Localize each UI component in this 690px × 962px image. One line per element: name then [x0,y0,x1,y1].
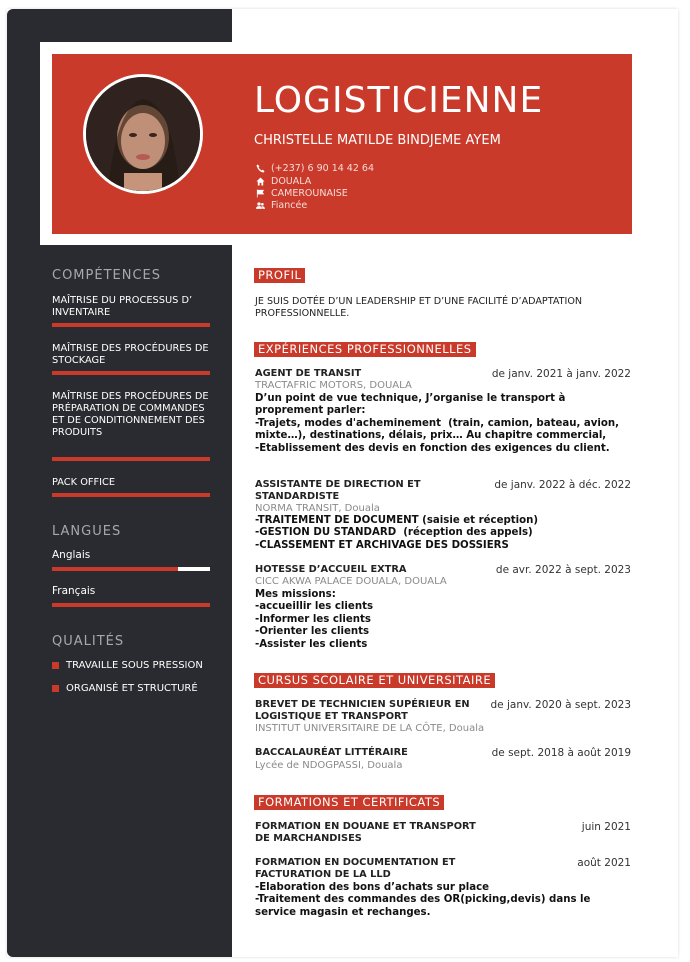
job-description-line: -accueillir les clients [255,601,374,613]
quality-label: TRAVAILLE SOUS PRESSION [66,660,203,671]
skill-label: PACK OFFICE [52,477,116,488]
language-bar [52,603,210,607]
avatar [83,74,203,194]
job-title-entry: AGENT DE TRANSIT [255,368,362,379]
training-title-entry: FORMATION EN DOUANE ET TRANSPORT DE MARCHANDISES [255,821,476,844]
skill-bar-fill [52,457,210,461]
profile-title: PROFIL [254,268,305,283]
flag-icon [256,189,265,198]
full-name: CHRISTELLE MATILDE BINDJEME AYEM [254,133,501,148]
skill-bar-fill [52,323,210,327]
job-date: de avr. 2022 à sept. 2023 [495,564,631,576]
job-description [255,393,631,455]
skill-bar-fill [52,371,210,375]
users-icon [256,201,265,210]
quality-label: ORGANISÉ ET STRUCTURÉ [66,683,198,694]
skill-label: MAÎTRISE DES PROCÉDURES DE STOCKAGE [52,343,209,366]
skill-label: MAÎTRISE DU PROCESSUS D’ INVENTAIRE [52,295,193,318]
job-description [255,515,631,552]
training-description-line: -Traitement des commandes des OR(picking,devis) dans le service magasin et rechanges. [255,894,594,918]
education-date: de janv. 2020 à sept. 2023 [490,699,631,711]
training-date: août 2021 [577,857,631,869]
skill-bar [52,493,210,497]
trainings-title: FORMATIONS ET CERTIFICATS [254,795,444,810]
contact-nationality-text: CAMEROUNAISE [271,188,348,199]
training-date: juin 2021 [581,821,631,833]
skill-bar-fill [52,493,210,497]
skill-bar [52,457,210,461]
bullet-square-icon [52,685,59,692]
training-description-line: -Elaboration des bons d’achats sur place [255,882,490,893]
job-employer: NORMA TRANSIT, Douala [255,503,380,514]
contact-nationality [256,188,348,199]
home-icon [256,177,265,186]
job-description-line: -CLASSEMENT ET ARCHIVAGE DES DOSSIERS [255,539,509,551]
education-school: Lycée de NDOGPASSI, Douala [255,760,403,771]
job-description-line: -Assister les clients [255,638,368,650]
bullet-square-icon [52,662,59,669]
language-label: Anglais [52,549,91,561]
skill-label: MAÎTRISE DES PROCÉDURES DE PRÉPARATION DE COMMANDES ET DE CONDITIONNEMENT DES PRODUITS [52,391,209,438]
job-description-line: -TRAITEMENT DE DOCUMENT (saisie et réception) [255,515,539,526]
job-date: de janv. 2022 à déc. 2022 [494,479,631,491]
language-bar-fill [52,603,210,607]
job-employer: CICC AKWA PALACE DOUALA, DOUALA [255,576,447,587]
language-bar-fill [52,567,178,571]
job-employer: TRACTAFRIC MOTORS, DOUALA [255,380,412,391]
skill-bar [52,371,210,375]
job-description-line: Mes missions: [255,589,336,600]
job-description-line: -Trajets, modes d'acheminement (train, camion, bateau, avion, mixte…), destinations, délais, prix… Au chapitre commercial, [255,417,623,442]
job-description-line: -Etablissement des devis en fonction des exigences du client. [255,442,610,454]
contact-city [256,176,311,187]
job-title-entry: ASSISTANTE DE DIRECTION ET STANDARDISTE [255,479,421,502]
education-title: CURSUS SCOLAIRE ET UNIVERSITAIRE [254,673,495,688]
education-school: INSTITUT UNIVERSITAIRE DE LA CÔTE, Douala [255,723,485,734]
job-description-line: -GESTION DU STANDARD (réception des appels) [255,527,533,539]
job-description-line: D’un point de vue technique, J’organise le transport à proprement parler: [255,393,569,417]
language-label: Français [52,585,96,597]
job-description [255,589,631,651]
language-bar [52,567,210,571]
training-title-entry: FORMATION EN DOCUMENTATION ET FACTURATION DE LA LLD [255,857,456,880]
job-title-entry: HOTESSE D’ACCUEIL EXTRA [255,564,407,575]
quality-item [52,683,198,694]
qualities-heading: QUALITÉS [52,634,125,649]
contact-city-text: DOUALA [271,176,312,187]
job-title: LOGISTICIENNE [254,80,544,121]
contact-status [256,200,307,211]
quality-item [52,660,203,671]
education-date: de sept. 2018 à août 2019 [491,747,631,759]
education-title-entry: BREVET DE TECHNICIEN SUPÉRIEUR EN LOGISTIQUE ET TRANSPORT [255,699,470,722]
phone-icon [256,164,265,173]
experience-title: EXPÉRIENCES PROFESSIONNELLES [254,342,476,357]
skill-bar [52,323,210,327]
training-description [255,882,631,919]
profile-text: JE SUIS DOTÉE D’UN LEADERSHIP ET D’UNE FACILITÉ D’ADAPTATION PROFESSIONNELLE. [255,296,583,319]
contact-phone [256,163,374,174]
job-date: de janv. 2021 à janv. 2022 [491,368,631,380]
skills-heading: COMPÉTENCES [52,268,162,283]
contact-status-text: Fiancée [271,200,308,211]
languages-heading: LANGUES [52,524,122,539]
education-title-entry: BACCALAURÉAT LITTÉRAIRE [255,747,408,758]
job-description-line: -Informer les clients [255,613,371,625]
contact-phone-text: (+237) 6 90 14 42 64 [271,163,375,174]
job-description-line: -Orienter les clients [255,626,370,638]
